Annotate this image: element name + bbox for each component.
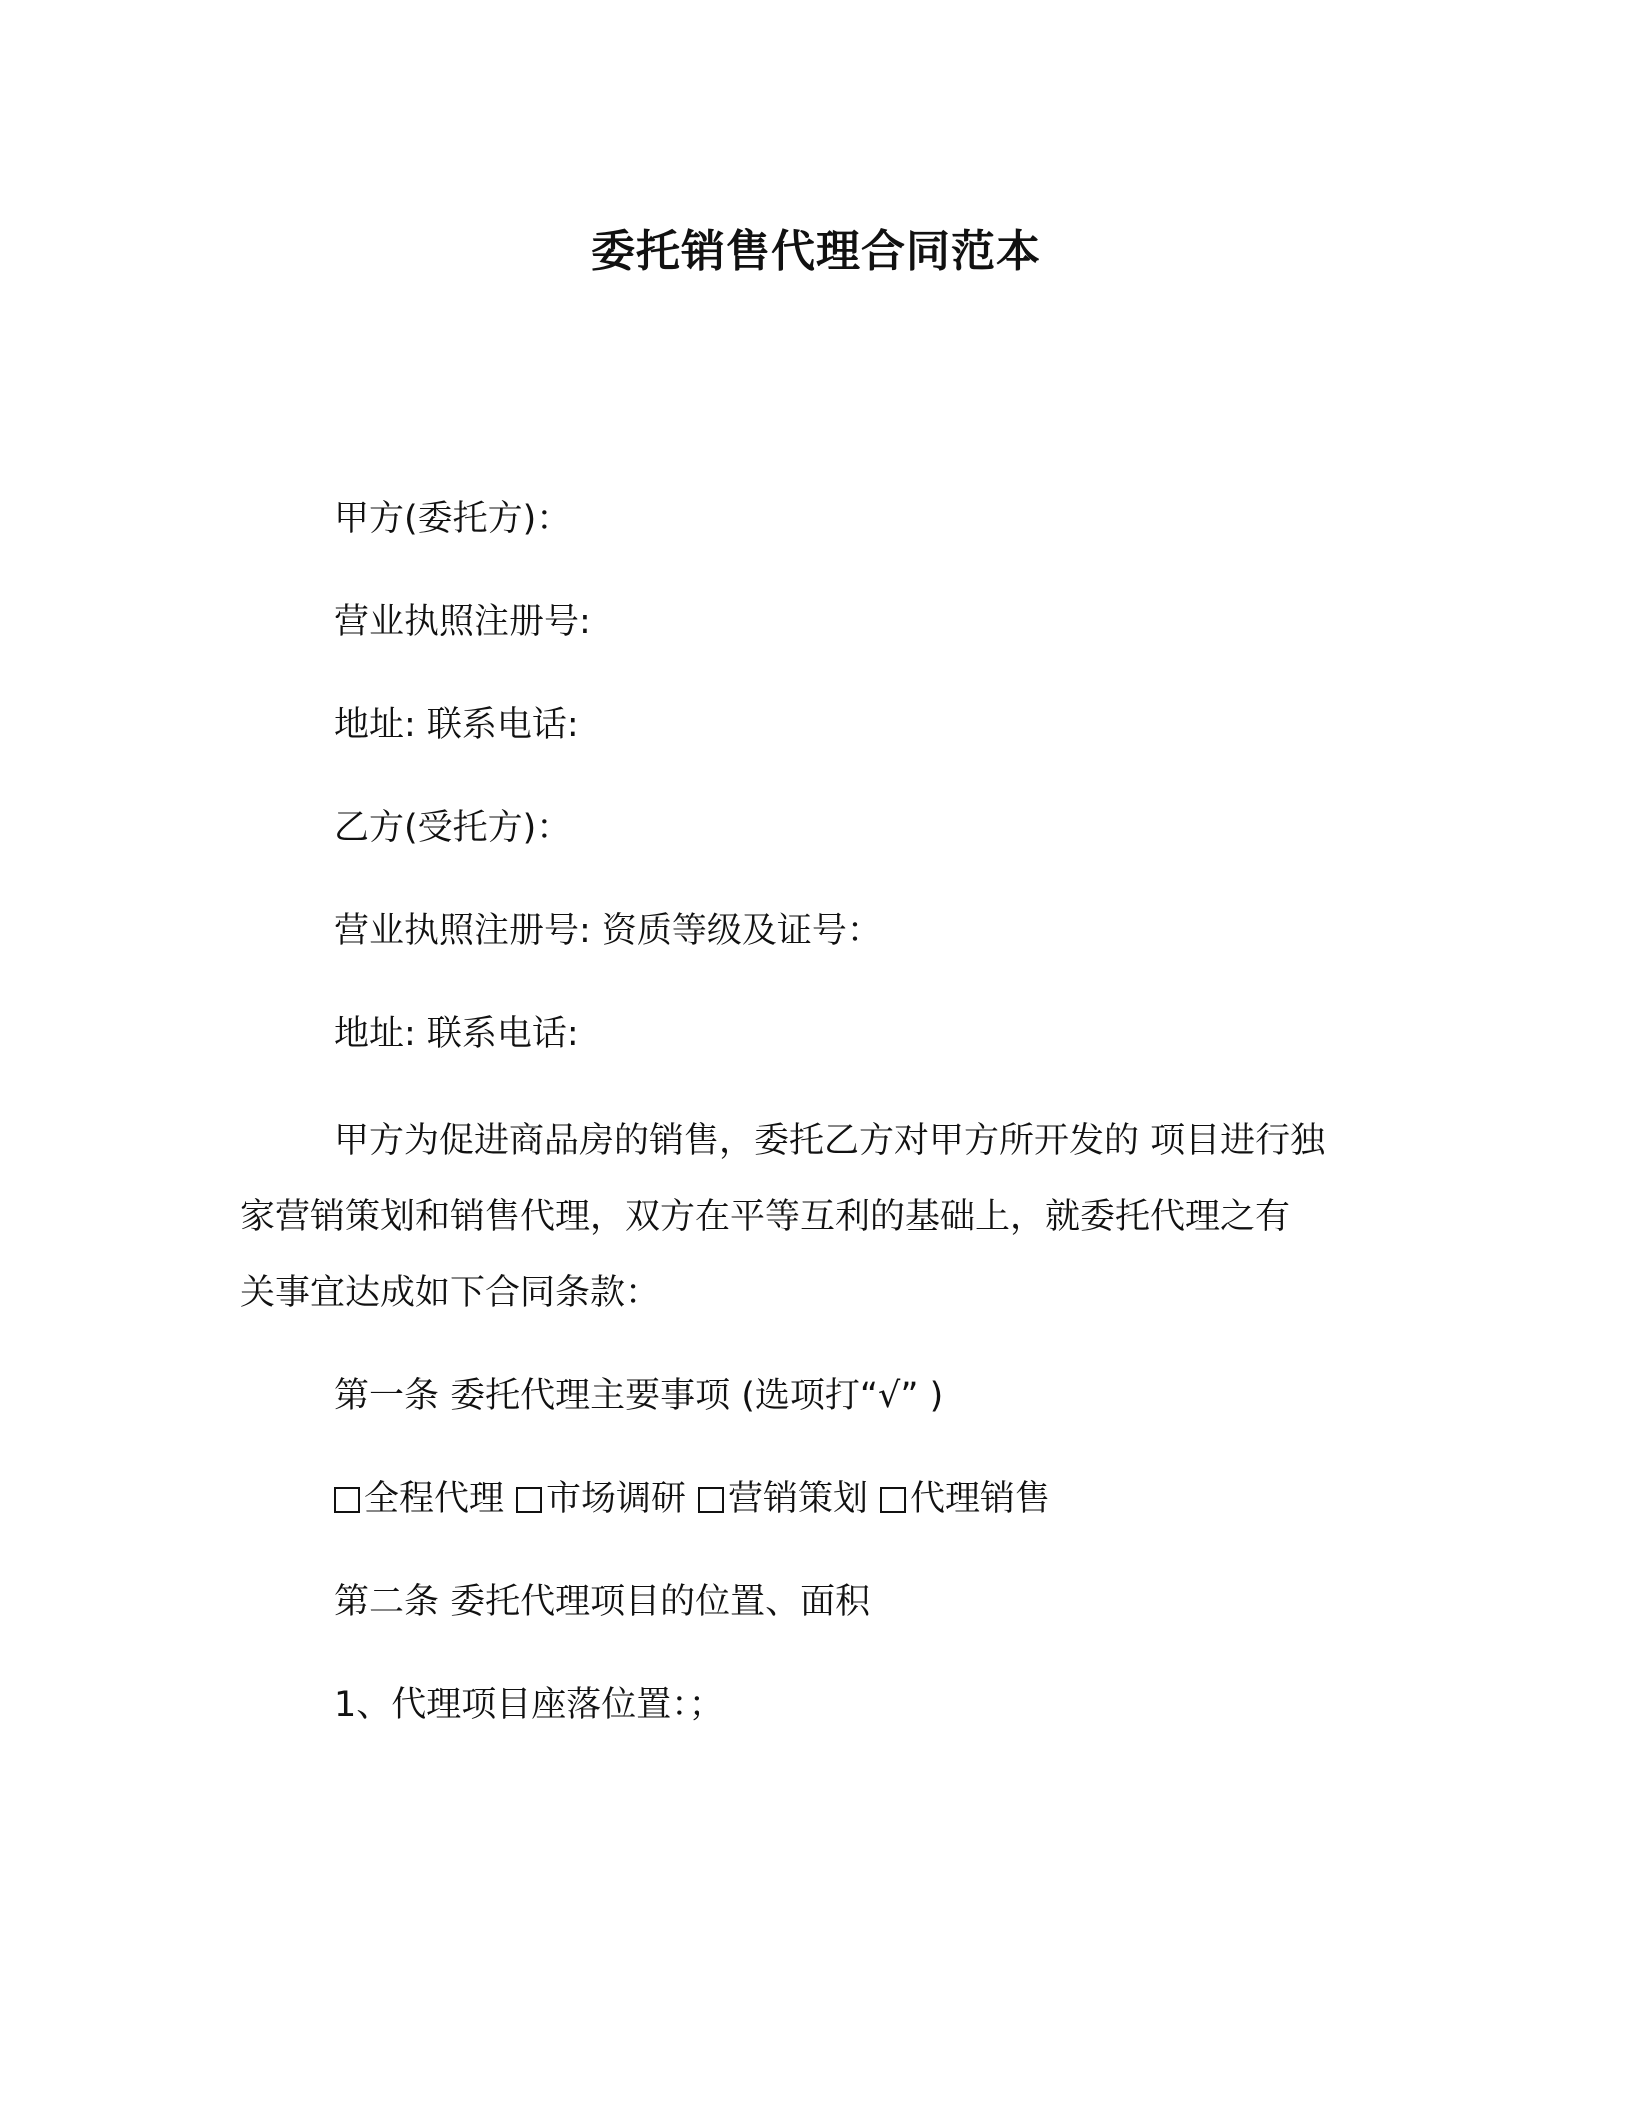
agency-options [334, 1475, 1062, 1523]
option-label: 营销策划 [728, 1479, 869, 1519]
document-title: 委托销售代理合同范本 [591, 226, 1041, 277]
checkbox[interactable] [516, 1487, 542, 1513]
option-label: 代理销售 [910, 1479, 1051, 1519]
checkbox[interactable] [698, 1487, 724, 1513]
article-2-heading: 第二条 委托代理项目的位置、面积 [334, 1582, 871, 1622]
party-b-address-label: 地址: 联系电话: [334, 1014, 579, 1054]
party-a-license-label: 营业执照注册号: [334, 602, 591, 642]
preamble-paragraph [240, 1103, 1390, 1331]
preamble-line: 家营销策划和销售代理，双方在平等互利的基础上，就委托代理之有 [240, 1197, 1291, 1237]
option-market-research[interactable] [516, 1475, 686, 1523]
preamble-line: 甲方为促进商品房的销售，委托乙方对甲方所开发的 项目进行独 [334, 1121, 1326, 1161]
checkbox[interactable] [334, 1487, 360, 1513]
item-1-location: 1、代理项目座落位置：； [334, 1685, 724, 1725]
article-1-heading: 第一条 委托代理主要事项 (选项打“√” ) [334, 1376, 944, 1416]
option-label: 全程代理 [364, 1479, 505, 1519]
party-a-address-label: 地址: 联系电话: [334, 705, 579, 745]
party-b-license-label: 营业执照注册号: 资质等级及证号： [334, 911, 882, 951]
option-marketing-planning[interactable] [698, 1475, 868, 1523]
option-full-agency[interactable] [334, 1475, 504, 1523]
option-sales-agency[interactable] [880, 1475, 1050, 1523]
checkbox[interactable] [880, 1487, 906, 1513]
option-label: 市场调研 [546, 1479, 687, 1519]
party-a-label: 甲方(委托方)： [334, 499, 572, 539]
party-b-label: 乙方(受托方)： [334, 808, 572, 848]
preamble-line: 关事宜达成如下合同条款： [240, 1273, 661, 1313]
